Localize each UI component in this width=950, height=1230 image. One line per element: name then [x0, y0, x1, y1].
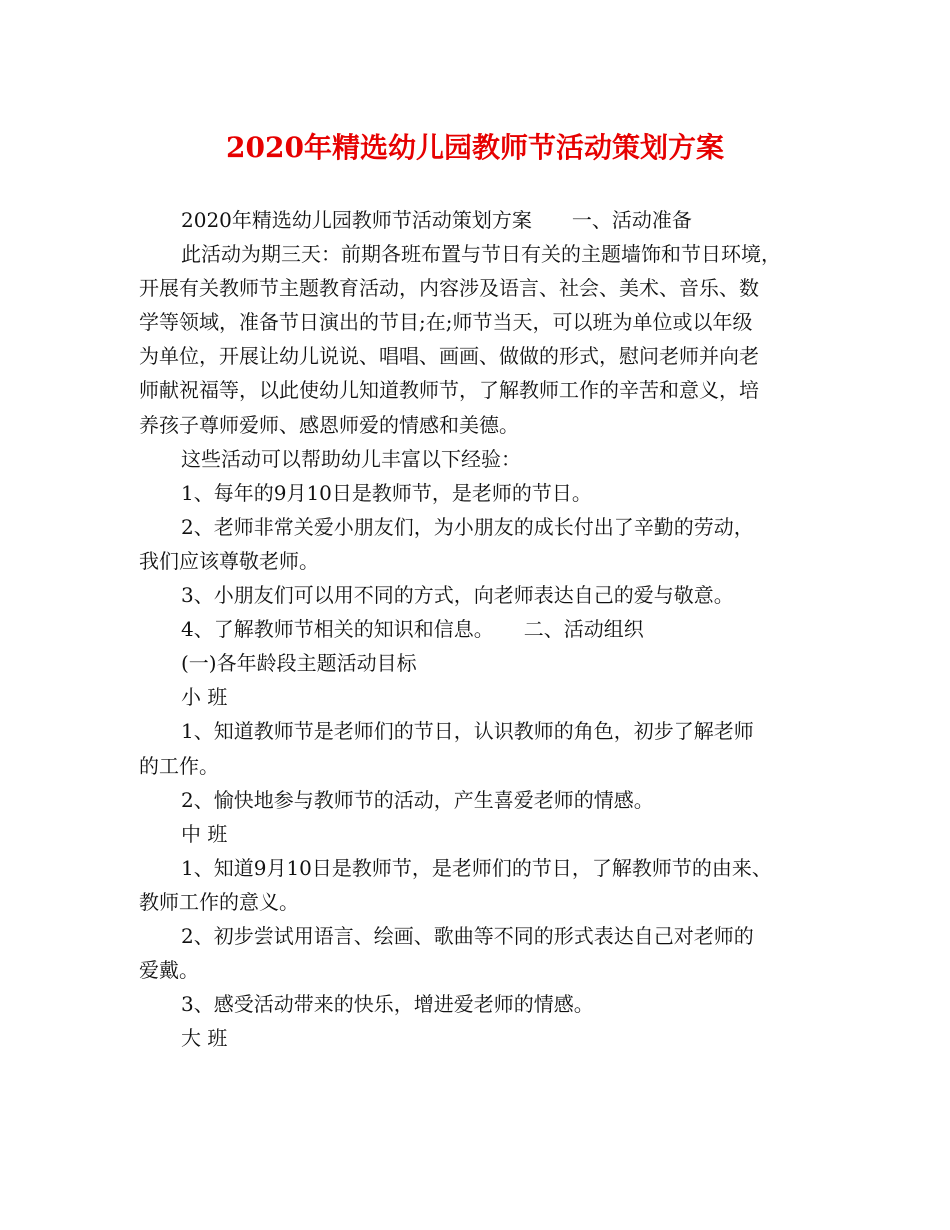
text-line: 1、知道教师节是老师们的节日，认识教师的角色，初步了解老师 [181, 719, 754, 744]
text-line: 养孩子尊师爱师、感恩师爱的情感和美德。 [139, 412, 519, 437]
text-line: 我们应该尊敬老师。 [139, 548, 319, 573]
text-line: 1、每年的9月10日是教师节，是老师的节日。 [181, 480, 592, 505]
text-line: 爱戴。 [139, 958, 199, 983]
text-line: 开展有关教师节主题教育活动，内容涉及语言、社会、美术、音乐、数 [139, 276, 759, 301]
text-line: 2020年精选幼儿园教师节活动策划方案 一、活动准备 [181, 208, 692, 232]
document-title: 2020年精选幼儿园教师节活动策划方案 [226, 131, 724, 164]
text-line: 教师工作的意义。 [139, 889, 299, 914]
text-line: 1、知道9月10日是教师节，是老师们的节日，了解教师节的由来、 [181, 855, 772, 880]
text-line: 学等领域，准备节日演出的节目;在;师节当天，可以班为单位或以年级 [139, 310, 753, 335]
text-line: 小 班 [181, 685, 228, 710]
text-line: 中 班 [181, 821, 228, 846]
document-body [139, 203, 829, 1055]
text-line: 2、初步尝试用语言、绘画、歌曲等不同的形式表达自己对老师的 [181, 923, 754, 948]
text-line: 2、愉快地参与教师节的活动，产生喜爱老师的情感。 [181, 787, 654, 812]
text-line: 2、老师非常关爱小朋友们，为小朋友的成长付出了辛勤的劳动， [181, 514, 754, 539]
text-line: 3、感受活动带来的快乐，增进爱老师的情感。 [181, 992, 594, 1017]
text-line: 的工作。 [139, 753, 219, 778]
text-line: 师献祝福等，以此使幼儿知道教师节，了解教师工作的辛苦和意义，培 [139, 378, 759, 403]
text-line: 3、小朋友们可以用不同的方式，向老师表达自己的爱与敬意。 [181, 583, 734, 608]
text-line: (一)各年龄段主题活动目标 [181, 651, 417, 676]
text-line: 此活动为期三天：前期各班布置与节日有关的主题墙饰和节日环境， [181, 242, 781, 267]
text-line: 大 班 [181, 1026, 228, 1051]
text-line: 这些活动可以帮助幼儿丰富以下经验： [181, 446, 521, 471]
text-line: 为单位，开展让幼儿说说、唱唱、画画、做做的形式，慰问老师并向老 [139, 344, 759, 369]
text-line: 4、了解教师节相关的知识和信息。 二、活动组织 [181, 617, 644, 642]
